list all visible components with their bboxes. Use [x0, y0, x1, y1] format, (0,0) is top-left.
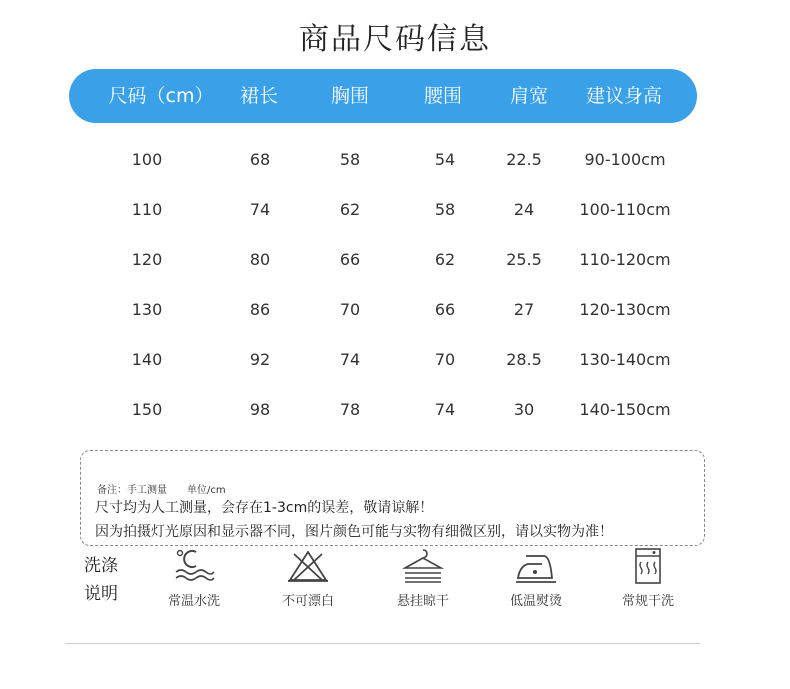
cell-skirt-length: 68: [249, 150, 271, 169]
cell-size: 100: [131, 150, 163, 169]
cell-waist: 74: [434, 400, 456, 419]
wash-item-label: 常规干洗: [621, 594, 674, 609]
washing-label: [84, 552, 118, 608]
wash-item-label: 常温水洗: [167, 594, 220, 609]
header-size: 尺码（cm）: [108, 85, 214, 107]
cell-height: 110-120cm: [579, 250, 671, 269]
cell-size: 150: [131, 400, 163, 419]
cell-skirt-length: 86: [249, 300, 271, 319]
cell-chest: 70: [339, 300, 361, 319]
cell-shoulder: 27: [513, 300, 535, 319]
cell-shoulder: 24: [513, 200, 535, 219]
cell-shoulder: 25.5: [506, 250, 542, 269]
cell-waist: 66: [434, 300, 456, 319]
cell-size: 140: [131, 350, 163, 369]
table-row: [0, 250, 790, 280]
notes-box: [80, 450, 705, 546]
wash-item-label: 不可漂白: [281, 594, 334, 609]
cell-height: 130-140cm: [579, 350, 671, 369]
cell-chest: 58: [339, 150, 361, 169]
wash-item: [253, 548, 363, 609]
table-row: [0, 400, 790, 430]
cell-height: 140-150cm: [579, 400, 671, 419]
water-temperature-icon: [172, 548, 216, 584]
table-row: [0, 350, 790, 380]
cell-shoulder: 30: [513, 400, 535, 419]
header-chest: 胸围: [330, 85, 370, 107]
unit-note: 单位/cm: [187, 485, 226, 496]
color-disclaimer: 因为拍摄灯光原因和显示器不同，图片颜色可能与实物有细微区别，请以实物为准！: [95, 524, 613, 540]
wash-item-label: 悬挂晾干: [396, 594, 449, 609]
cell-size: 110: [131, 200, 163, 219]
header-height: 建议身高: [585, 85, 663, 107]
table-row: [0, 300, 790, 330]
cell-shoulder: 22.5: [506, 150, 542, 169]
cell-waist: 70: [434, 350, 456, 369]
wash-item: [139, 548, 249, 609]
table-row: [0, 200, 790, 230]
washing-label-line2: 说明: [84, 584, 118, 604]
dry-clean-icon: [626, 548, 670, 584]
cell-waist: 58: [434, 200, 456, 219]
error-disclaimer: 尺寸均为人工测量，会存在1-3cm的误差，敬请谅解！: [95, 500, 434, 516]
cell-size: 130: [131, 300, 163, 319]
cell-chest: 66: [339, 250, 361, 269]
low-iron-icon: [514, 548, 558, 584]
cell-waist: 54: [434, 150, 456, 169]
cell-chest: 62: [339, 200, 361, 219]
washing-label-line1: 洗涤: [84, 556, 118, 576]
cell-height: 120-130cm: [579, 300, 671, 319]
cell-height: 90-100cm: [584, 150, 666, 169]
wash-item-label: 低温熨烫: [509, 594, 562, 609]
cell-height: 100-110cm: [579, 200, 671, 219]
hanger-dry-icon: [401, 548, 445, 584]
cell-size: 120: [131, 250, 163, 269]
bottom-divider: [65, 643, 700, 644]
cell-skirt-length: 74: [249, 200, 271, 219]
table-header: [69, 69, 697, 123]
no-bleach-icon: [286, 548, 330, 584]
cell-skirt-length: 92: [249, 350, 271, 369]
cell-chest: 74: [339, 350, 361, 369]
wash-item: [481, 548, 591, 609]
table-row: [0, 150, 790, 180]
wash-item: [368, 548, 478, 609]
measurement-note: [97, 481, 246, 496]
header-waist: 腰围: [423, 85, 463, 107]
wash-item: [593, 548, 703, 609]
cell-skirt-length: 98: [249, 400, 271, 419]
cell-chest: 78: [339, 400, 361, 419]
cell-waist: 62: [434, 250, 456, 269]
cell-skirt-length: 80: [249, 250, 271, 269]
cell-shoulder: 28.5: [506, 350, 542, 369]
header-shoulder: 肩宽: [509, 85, 549, 107]
header-skirt-length: 裙长: [239, 85, 279, 107]
page-title: 商品尺码信息: [299, 22, 491, 57]
manual-measure-note: 备注：手工测量: [97, 485, 167, 496]
